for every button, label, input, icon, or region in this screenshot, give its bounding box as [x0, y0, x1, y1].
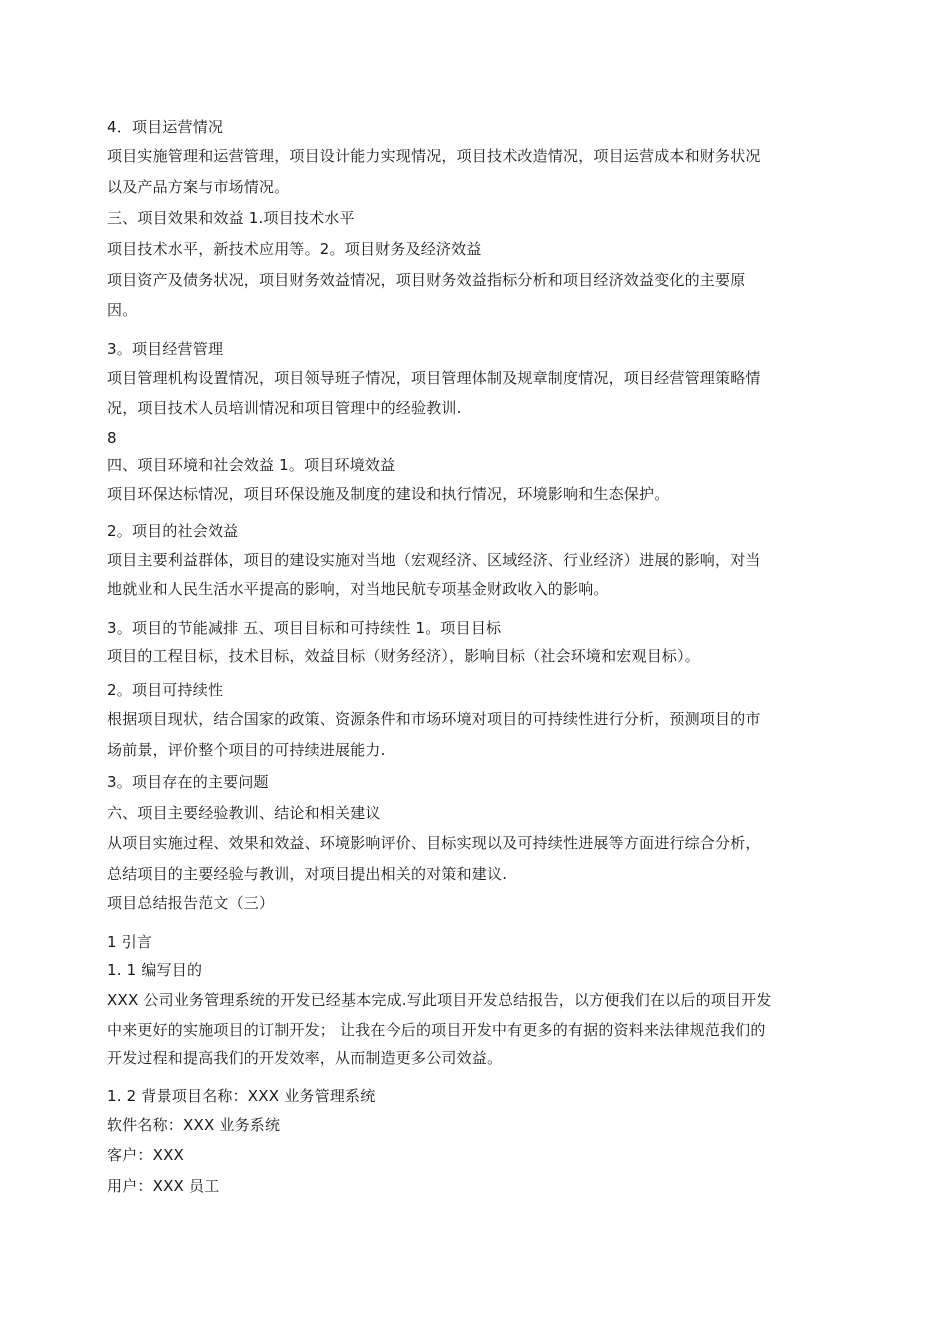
page-number: 8 [107, 429, 117, 447]
paragraph-line: 项目管理机构设置情况，项目领导班子情况，项目管理体制及规章制度情况，项目经营管理策略情 [107, 369, 761, 387]
paragraph-line: 从项目实施过程、效果和效益、环境影响评价、目标实现以及可持续性进展等方面进行综合分析， [107, 834, 761, 852]
heading-main-problems: 3。项目存在的主要问题 [107, 773, 269, 791]
paragraph-line: 根据项目现状，结合国家的政策、资源条件和市场环境对项目的可持续性进行分析，预测项目的市 [107, 710, 761, 728]
section-heading-lessons: 六、项目主要经验教训、结论和相关建议 [107, 804, 381, 822]
heading-social-benefit: 2。项目的社会效益 [107, 522, 239, 540]
paragraph-line: 中来更好的实施项目的订制开发； 让我在今后的项目开发中有更多的有据的资料来法律规范我们的 [107, 1021, 766, 1039]
heading-sustainability: 2。项目可持续性 [107, 681, 224, 699]
user-line: 用户：XXX 员工 [107, 1177, 220, 1195]
paragraph-line: 项目资产及债务状况，项目财务效益情况，项目财务效益指标分析和项目经济效益变化的主要原 [107, 271, 746, 289]
heading-project-operation: 4．项目运营情况 [107, 118, 224, 136]
paragraph-line: 场前景，评价整个项目的可持续进展能力. [107, 741, 386, 759]
software-name-line: 软件名称：XXX 业务系统 [107, 1116, 281, 1134]
heading-introduction: 1 引言 [107, 933, 153, 951]
paragraph-line: 项目实施管理和运营管理，项目设计能力实现情况，项目技术改造情况，项目运营成本和财务状况 [107, 147, 761, 165]
paragraph-line: 地就业和人民生活水平提高的影响，对当地民航专项基金财政收入的影响。 [107, 580, 609, 598]
heading-purpose: 1. 1 编写目的 [107, 961, 203, 979]
paragraph-line: 项目的工程目标，技术目标，效益目标（财务经济），影响目标（社会环境和宏观目标）。 [107, 647, 701, 665]
heading-background: 1. 2 背景项目名称：XXX 业务管理系统 [107, 1087, 376, 1105]
heading-business-management: 3。项目经营管理 [107, 340, 224, 358]
section-heading-environment: 四、项目环境和社会效益 1。项目环境效益 [107, 456, 396, 474]
paragraph-line: 项目主要利益群体，项目的建设实施对当地（宏观经济、区域经济、行业经济）进展的影响，对当 [107, 551, 761, 569]
section-heading-effects: 三、项目效果和效益 1.项目技术水平 [107, 209, 355, 227]
document-title-sample-three: 项目总结报告范文（三） [107, 894, 275, 912]
paragraph-line: 况，项目技术人员培训情况和项目管理中的经验教训. [107, 399, 462, 417]
paragraph-line: 以及产品方案与市场情况。 [107, 178, 290, 196]
paragraph-line: 项目技术水平，新技术应用等。2。项目财务及经济效益 [107, 240, 482, 258]
paragraph-line: XXX 公司业务管理系统的开发已经基本完成.写此项目开发总结报告，以方便我们在以后的项目开发 [107, 991, 772, 1009]
paragraph-line: 项目环保达标情况，项目环保设施及制度的建设和执行情况，环境影响和生态保护。 [107, 485, 670, 503]
section-heading-goals: 3。项目的节能减排 五、项目目标和可持续性 1。项目目标 [107, 619, 502, 637]
paragraph-line: 总结项目的主要经验与教训，对项目提出相关的对策和建议. [107, 865, 508, 883]
client-line: 客户：XXX [107, 1146, 185, 1164]
paragraph-line: 开发过程和提高我们的开发效率，从而制造更多公司效益。 [107, 1049, 503, 1067]
paragraph-line: 因。 [107, 301, 138, 319]
